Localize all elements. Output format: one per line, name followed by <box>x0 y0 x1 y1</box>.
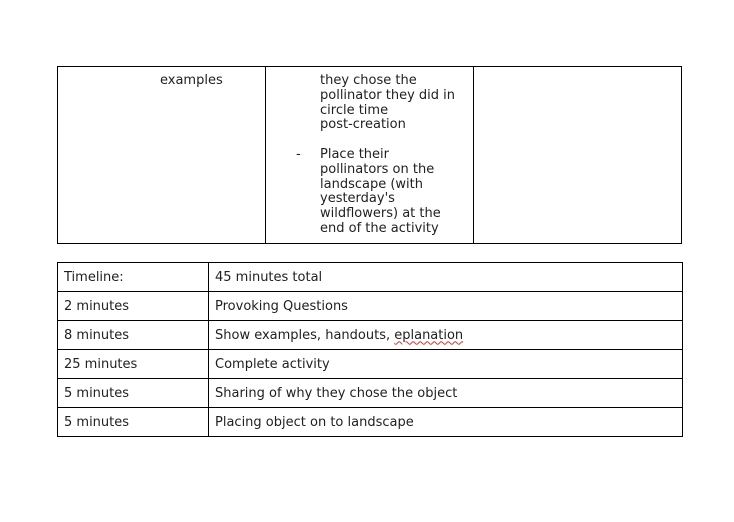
text-line: wildflowers) at the <box>320 206 441 222</box>
timeline-total: 45 minutes total <box>209 263 683 292</box>
table-cell-empty <box>474 67 682 244</box>
timeline-label: Timeline: <box>58 263 209 292</box>
list-item <box>266 148 467 237</box>
duration-cell: 8 minutes <box>58 321 209 350</box>
bullet-dash: - <box>296 146 301 162</box>
table-row <box>58 292 683 321</box>
duration-cell: 2 minutes <box>58 292 209 321</box>
table-cell <box>266 67 474 244</box>
activity-cell: Complete activity <box>209 350 683 379</box>
misspelled-word[interactable]: eplanation <box>394 327 464 343</box>
text-line: end of the activity <box>320 220 439 236</box>
activity-cell: Placing object on to landscape <box>209 408 683 437</box>
table-cell <box>58 67 266 244</box>
table-row <box>58 350 683 379</box>
duration-cell: 5 minutes <box>58 408 209 437</box>
text-line: pollinators on the <box>320 161 435 177</box>
text-line: landscape (with <box>320 176 423 192</box>
examples-text: examples <box>160 73 223 88</box>
activity-text: Show examples, handouts, <box>215 327 395 343</box>
table-row <box>58 408 683 437</box>
spacer <box>266 133 467 148</box>
list-item <box>266 74 467 133</box>
text-line: post-creation <box>320 117 406 133</box>
activity-text <box>266 67 473 237</box>
table-row <box>58 379 683 408</box>
continued-table <box>57 66 682 244</box>
text-line: Place their <box>320 146 389 162</box>
text-line: pollinator they did in <box>320 87 456 103</box>
activity-cell <box>209 321 683 350</box>
table-row <box>58 321 683 350</box>
duration-cell: 5 minutes <box>58 379 209 408</box>
text-line: yesterday's <box>320 191 395 207</box>
duration-cell: 25 minutes <box>58 350 209 379</box>
timeline-table <box>57 262 683 437</box>
table-row <box>58 67 682 244</box>
activity-cell: Provoking Questions <box>209 292 683 321</box>
text-line: circle time <box>320 102 389 118</box>
text-line: they chose the <box>320 73 417 88</box>
activity-cell: Sharing of why they chose the object <box>209 379 683 408</box>
table-row <box>58 263 683 292</box>
